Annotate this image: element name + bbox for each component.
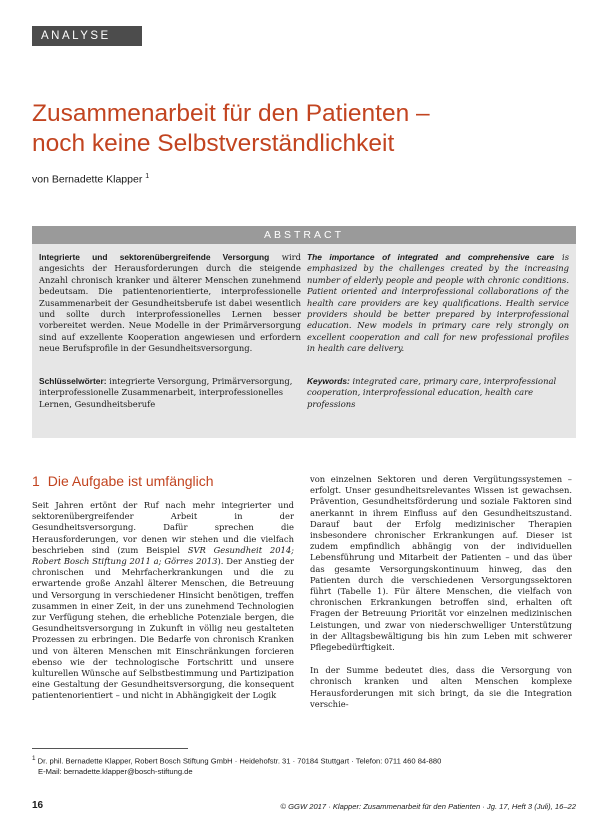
footnote-mark: 1 [32,755,36,762]
citation: SVR Gesundheit 2014; Robert Bosch Stiftung 2011 a; Görres 2013 [32,544,295,567]
page-number: 16 [32,800,44,811]
page-footer [32,802,576,814]
body-column-left [32,500,294,702]
keywords-german-text: integrierte Versorgung, Primärversorgung, interprofessionelle Zusammenarbeit, interprofessionelles Lernen, Gesundheitsberufe [39,376,293,409]
footnote-affiliation: Dr. phil. Bernadette Klapper, Robert Bosch Stiftung GmbH · Heidehofstr. 31 · 70184 Stuttgart · Telefon: 0711 460 84-880 [37,756,442,766]
article-title [32,99,572,159]
section-1-title: Die Aufgabe ist umfänglich [47,473,214,489]
body-text: ). Der Anstieg der chronischen und Mehrfacherkrankungen und die zu erwartende große Anzahl älterer Menschen, die Betreuung und Versorgung in verschiedener Hinsicht benötigen, treffen zusammen in einer Zeit, in der uns zunehmend Technologien zur Verfügung stehen, die erhebliche Potenziale bergen, die Gesundheitsversorgung in Zukunft in völlig neu gestalteten Prozessen zu erbringen. Die Bedarfe von chronisch Kranken und von älteren Menschen mit Einschränkungen forcieren ebenso wie der technologische Fortschritt und unsere kulturellen Wünsche auf Selbstbestimmung und Partizipation eine Gestaltung der Gesundheitsversorgung, die konsequent patientenorientiert – und nicht in Abhängigkeit der Logik [32,556,295,701]
keywords-english-label: Keywords: [307,376,350,386]
abstract-box [32,226,576,438]
abstract-german [39,252,301,355]
section-1-heading [32,473,214,489]
section-tag: ANALYSE [32,26,142,46]
footnote [32,754,576,778]
abstract-german-text: wird angesichts der Herausforderungen durch die steigende Anzahl chronisch kranker und älterer Menschen zunehmend bedeutsam. Die patientenorientierte, interprofessionelle Zusammenarbeit der Gesundheitsberufe ist dabei wesentlich und sollte durch interprofessionelles Lernen besser vorbereitet werden. Neue Modelle in der Primärversorgung sind auf exzellente Kooperation angewiesen und erfordern neue Berufsprofile in der Gesundheitsversorgung. [39,252,301,354]
footnote-line-1 [32,754,576,767]
running-footer: © GGW 2017 · Klapper: Zusammenarbeit für den Patienten · Jg. 17, Heft 3 (Juli), 16–22 [280,802,576,811]
footnote-line-2: E-Mail: bernadette.klapper@bosch-stiftung.de [38,767,193,777]
abstract-german-lead: Integrierte und sektorenübergreifende Versorgung [39,252,270,262]
abstract-english-lead: The importance of integrated and comprehensive care [307,252,555,262]
byline [32,173,149,186]
abstract-english-text: is emphasized by the challenges created by the increasing number of elderly people and people with chronic conditions. Patient oriented and interprofessional collaborations of the health care providers are key qualifications. Health service providers should be better prepared by interprofessional education. New models in primary care rely strongly on excellent cooperation and call for new professional profiles in health care delivery. [307,252,569,354]
body-column-right [310,474,572,710]
keywords-german [39,376,301,410]
body-paragraph: von einzelnen Sektoren und deren Vergütungssystemen – erfolgt. Unser gesundheitsrelevantes Wissen ist gewachsen. Prävention, Gesundheitsförderung und soziale Faktoren sind anerkannt in ihrem Einfluss auf den Gesundheitszustand. Darauf baut der Erfolg medizinischer Therapien insbesondere chronischer Erkrankungen auf. Dieser ist zudem empfindlich abhängig von der individuellen Lebensführung und Mitarbeit der Patienten – und das über das gesamte Versorgungskontinuum hinweg, das den Patienten durch die verschiedenen Versorgungssektoren führt (Tabelle 1). Für ältere Menschen, die vielfach von chronischen Erkrankungen betroffen sind, erhalten oft Fragen der Betreuung Priorität vor einzelnen medizinischen Leistungen, und zwar von niederschwelliger Unterstützung in der Alltagsbewältigung bis hin zum Leben mit schwerer Pflegebedürftigkeit. [310,474,572,653]
keywords-english [307,376,569,410]
title-line-1: Zusammenarbeit für den Patienten – [32,100,430,127]
abstract-english [307,252,569,355]
body-paragraph: In der Summe bedeutet dies, dass die Versorgung von chronisch kranken und alten Menschen komplexe Herausforderungen mit sich bringt, da sie die Integration verschie- [310,665,572,709]
footnote-divider [32,748,188,749]
keywords-german-label: Schlüsselwörter: [39,376,107,386]
author-name: von Bernadette Klapper [32,173,143,186]
abstract-header: ABSTRACT [32,226,576,244]
title-line-2: noch keine Selbstverständlichkeit [32,130,395,157]
body-text: Seit Jahren ertönt der Ruf nach mehr integrierter und sektorenübergreifender Arbeit in der Gesundheitsversorgung. Dafür sprechen die Herausforderungen, vor denen wir stehen und die vielfach beschrieben sind (zum Beispiel [32,500,294,555]
keywords-english-text: integrated care, primary care, interprofessional cooperation, interprofessional education, health care professions [307,376,557,409]
section-1-number: 1 [32,473,40,489]
body-paragraph [32,500,294,702]
author-footnote-mark: 1 [145,173,150,180]
